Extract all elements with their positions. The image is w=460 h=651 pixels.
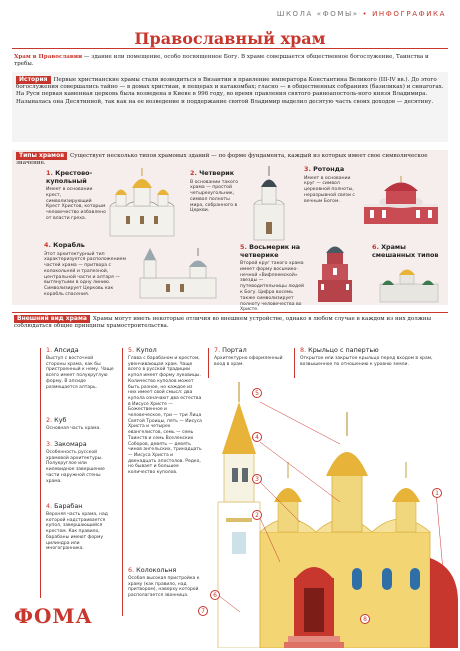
type-num: 5. <box>240 243 247 251</box>
rotunda-church-illustration <box>360 176 442 228</box>
element-num: 4. <box>46 502 53 510</box>
type-desc: Имеет в основании крест, символизирующий Крест Христов, которым человечество избавлено от власти греха. <box>46 187 106 221</box>
element-desc: Основная часть храма. <box>46 426 101 431</box>
type-name: Восьмерик на четверике <box>240 243 301 259</box>
exterior-intro <box>14 315 446 330</box>
element-desc: Архитектурно оформленный вход в храм. <box>214 356 283 367</box>
marker-drum: 4 <box>252 432 262 442</box>
mixed-church-illustration <box>376 266 442 304</box>
octagon-church-illustration <box>312 240 358 304</box>
history-tag: История <box>16 76 51 84</box>
type-desc: Второй круг такого храма имеет форму восьмико-нечной «Вифлеемской» звезды — путеводительницы людей к Богу. Цифра восемь также символизирует полноту человечества во Христе. <box>240 261 305 313</box>
type-desc: В основании такого храма — простой четырехугольник, символ полноты мира, собранного в Церкви. <box>190 179 239 214</box>
brand-header <box>277 10 446 18</box>
type-card-ship <box>44 242 134 298</box>
type-card-chetverik <box>190 170 244 214</box>
types-intro <box>16 152 444 167</box>
apse-shape <box>430 558 458 648</box>
ship-church-illustration <box>136 246 220 302</box>
element-num: 8. <box>300 346 307 354</box>
chetverik-church-illustration <box>246 166 292 244</box>
element-num: 7. <box>214 346 221 354</box>
marker-portal: 7 <box>198 606 208 616</box>
brand-name: ШКОЛА «ФОМЫ» <box>276 10 359 18</box>
element-name: Закомара <box>54 440 87 448</box>
element-desc: Выступ с восточной стороны храма, как бы пристроенный к нему. Чаще всего имеет полукруглую форму. В апсиде размещается алтарь. <box>46 356 114 390</box>
element-dome <box>128 346 202 476</box>
column-divider <box>40 348 41 598</box>
element-name: Крыльцо с папертью <box>308 346 379 354</box>
element-apse <box>46 346 114 390</box>
drum-shape <box>332 472 362 532</box>
type-name: Ротонда <box>313 165 345 173</box>
element-name: Купол <box>136 346 157 354</box>
type-name: Четверик <box>199 169 235 177</box>
foma-logo: ФОМА <box>14 604 93 628</box>
element-num: 5. <box>128 346 135 354</box>
element-desc: Верхняя часть храма, над которой надстраивается купол, завершающийся крестом. Как правило, барабаны имеют форму цилиндра или многогранника. <box>46 512 108 552</box>
marker-apse: 1 <box>432 488 442 498</box>
type-num: 3. <box>304 165 311 173</box>
type-name: Корабль <box>53 241 85 249</box>
column-divider <box>122 348 123 616</box>
type-num: 6. <box>372 243 379 251</box>
element-desc: Глава с барабаном и крестом, увенчивающая храм. Чаще всего в русской традиции купол имеет форму луковицы. Количество куполов может быть разное, но каждое из них имеет свой смысл: два купола означают два естества в Иисусе Христе — Божественное и человеческое, три — три Лица Святой Троицы, пять — Иисуса Христа и четырех евангелистов, семь — семь Таинств и семь Вселенских Соборов, девять — девять чинов ангельских, тринадцать — Иисуса Христа и двенадцать апостолов. Редко, но бывает и большее количество куполов. <box>128 356 202 476</box>
bell-tower-shape <box>218 502 260 648</box>
element-num: 1. <box>46 346 53 354</box>
element-zakomara <box>46 440 114 484</box>
page-title: Православный храм <box>134 29 326 48</box>
element-desc: Особенность русской храмовой архитектуры. Полукруглое или килевидное завершение части наружной стены храма. <box>46 450 105 484</box>
type-name: Крестово-купольный <box>46 169 93 185</box>
marker-cube: 2 <box>252 510 262 520</box>
type-card-octagon <box>240 244 308 313</box>
title-rule <box>12 48 448 49</box>
element-name: Барабан <box>54 502 83 510</box>
element-name: Апсида <box>54 346 79 354</box>
element-name: Колокольня <box>136 566 177 574</box>
element-num: 6. <box>128 566 135 574</box>
type-desc: Этот архитектурный тип характеризуется расположением частей храма — притвора с колокольней и трапезной, центральной части и алтаря — вытянутыми в одну линию. Символизирует Церковь как корабль спасения. <box>44 251 126 298</box>
type-num: 4. <box>44 241 51 249</box>
types-tag: Типы храмов <box>16 152 67 160</box>
element-name: Портал <box>222 346 247 354</box>
type-card-mixed <box>372 244 442 259</box>
church-exterior-illustration <box>200 382 458 648</box>
brand-section: ИНФОГРАФИКА <box>372 10 446 18</box>
intro-paragraph <box>14 54 446 68</box>
type-desc: Имеет в основании круг — символ церковной полноты, неразрывной связи с вечным Богом. <box>304 175 355 204</box>
element-name: Куб <box>54 416 67 424</box>
intro-text: — здание или помещение, особо посвященное Богу. В храме совершается общественное богослужение, Таинства и требы. <box>14 54 429 68</box>
element-portal <box>214 346 284 367</box>
types-text: Существует несколько типов храмовых зданий — по форме фундамента, каждый из которых имеет свое символическое значение. <box>16 153 428 167</box>
element-desc: Открытое или закрытое крыльцо перед входом в храм, возвышенное по отношению к уровню земли. <box>300 356 433 367</box>
brand-separator: • <box>358 10 373 18</box>
element-cube <box>46 416 114 432</box>
element-num: 3. <box>46 440 53 448</box>
intro-lead: Храм в Православии <box>14 54 83 60</box>
main-cube-shape <box>260 532 430 648</box>
element-bell-tower <box>128 566 202 599</box>
column-divider <box>294 348 295 378</box>
marker-dome: 5 <box>252 388 262 398</box>
element-drum <box>46 502 114 552</box>
exterior-text: Храмы могут иметь некоторые отличия во внешнем устройстве, однако в любом случае в каждом из них должны соблюдаться общие принципы храмостроительства. <box>14 316 432 330</box>
porch-shape <box>288 636 340 642</box>
marker-bell-tower: 6 <box>210 590 220 600</box>
type-name: Храмы смешанных типов <box>372 243 439 259</box>
cross-dome-church-illustration <box>104 168 180 240</box>
column-divider <box>208 348 209 378</box>
history-paragraph <box>16 76 444 106</box>
exterior-tag: Внешний вид храма <box>14 315 90 323</box>
element-porch <box>300 346 446 367</box>
type-card-cross-dome <box>46 170 106 222</box>
type-card-rotunda <box>304 166 360 204</box>
element-desc: Особая высокая пристройка к храму (как правило, над притвором), наверху которой располагается звонница. <box>128 576 200 599</box>
dome-shape <box>326 452 368 476</box>
history-text: Первые христианские храмы стали возводиться в Византии в правление императора Константина Великого (III-IV вв.). До этого богослужения совершались тайно — в домах христиан, в пещерах и катакомбах; гласно — в общественных собраниях (базиликах) и синагогах. На Руси первая каменная церковь была возведена в Киеве в 996 году, во время правления святого равноапостоль-ного князя Владимира. Называлась она Десятинной, так как на ее возведение и поддержание святой Владимир выделил десятую часть своих доходов — десятину. <box>16 77 444 105</box>
marker-zakomara: 3 <box>252 474 262 484</box>
type-num: 1. <box>46 169 53 177</box>
type-num: 2. <box>190 169 197 177</box>
element-num: 2. <box>46 416 53 424</box>
marker-porch: 8 <box>360 614 370 624</box>
exterior-rule <box>12 312 448 313</box>
